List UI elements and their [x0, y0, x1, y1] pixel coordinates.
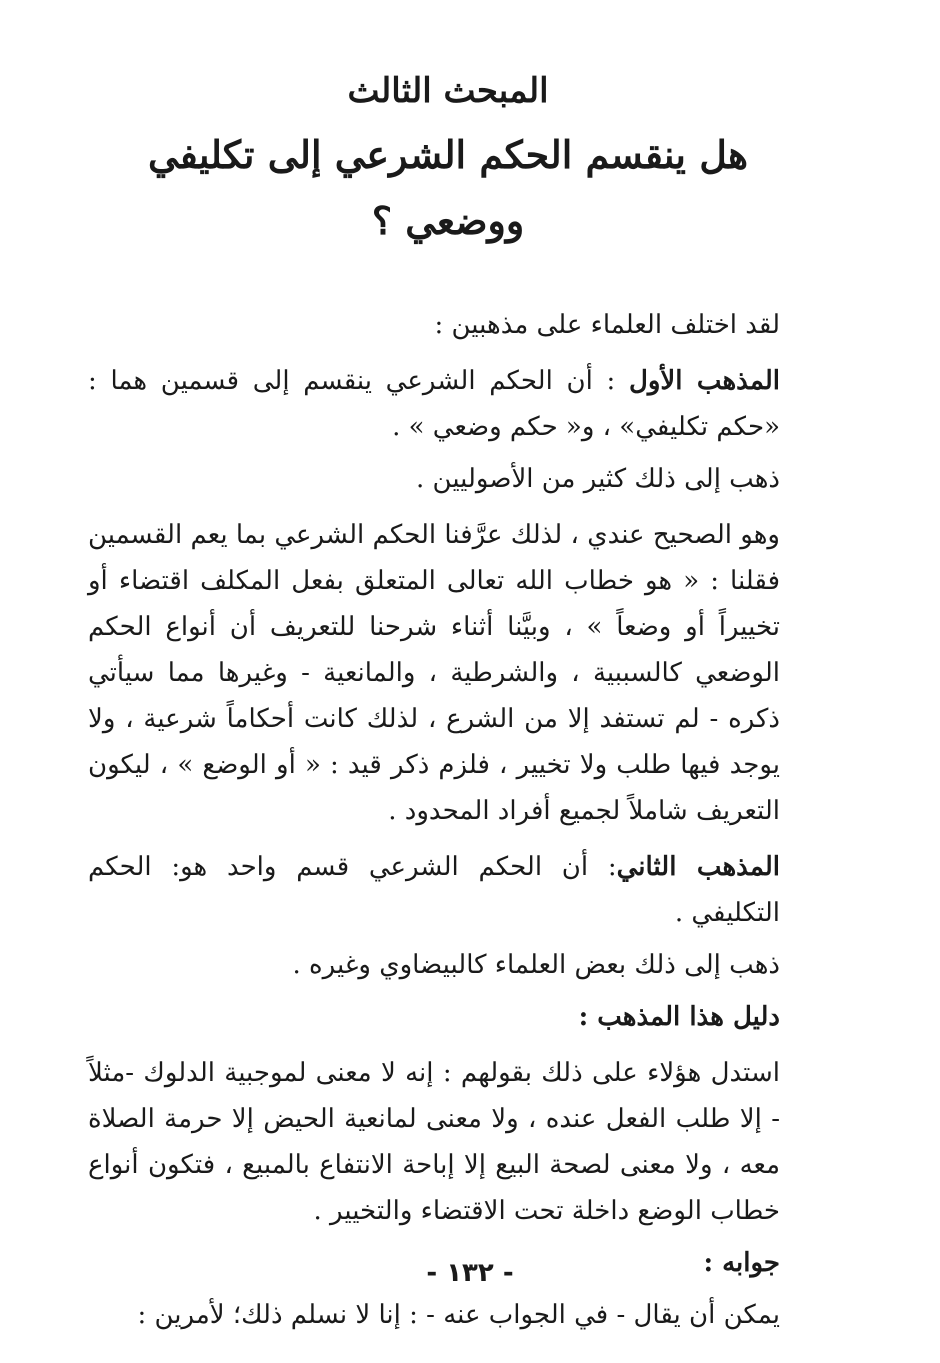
answer-paragraph: يمكن أن يقال - في الجواب عنه - : إنا لا نسلم ذلك؛ لأمرين : — [137, 1300, 780, 1330]
second-school-paragraph — [88, 844, 808, 936]
section-title: المبحث الثالث — [347, 71, 549, 111]
first-school-text: : أن الحكم الشرعي ينقسم إلى قسمين هما : «حكم تكليفي» ، و« حكم وضعي » . — [88, 366, 780, 442]
intro-paragraph: لقد اختلف العلماء على مذهبين : — [434, 310, 780, 340]
first-school-holders: ذهب إلى ذلك كثير من الأصوليين . — [416, 464, 780, 494]
first-school-label: المذهب الأول — [628, 366, 781, 396]
page-number: - ١٣٢ - — [426, 1258, 514, 1288]
section-question: هل ينقسم الحكم الشرعي إلى تكليفي ووضعي ؟ — [147, 132, 749, 243]
second-school-label: المذهب الثاني — [616, 852, 780, 882]
evidence-paragraph: استدل هؤلاء على ذلك بقولهم : إنه لا معنى لموجبية الدلوك -مثلاً - إلا طلب الفعل عنده ، ولا معنى لمانعية الحيض إلا حرمة الصلاة معه ، ولا معنى لصحة البيع إلا إباحة الانتفاع بالمبيع ، فتكون أنواع خطاب الوضع داخلة تحت الاقتضاء والتخيير . — [88, 1058, 780, 1226]
first-school-paragraph — [88, 358, 808, 450]
answer-heading: جوابه : — [703, 1248, 780, 1278]
evidence-heading: دليل هذا المذهب : — [578, 1002, 780, 1032]
first-school-support: وهو الصحيح عندي ، لذلك عرَّفنا الحكم الشرعي بما يعم القسمين فقلنا : « هو خطاب الله تعالى المتعلق بفعل المكلف اقتضاء أو تخييراً أو وضعاً » ، وبيَّنا أثناء شرحنا للتعريف أن أنواع الحكم الوضعي كالسببية ، والشرطية ، والمانعية - وغيرها مما سيأتي ذكره - لم تستفد إلا من الشرع ، لذلك كانت أحكاماً شرعية ، ولا يوجد فيها طلب ولا تخيير ، فلزم ذكر قيد : « أو الوضع » ، ليكون التعريف شاملاً لجميع أفراد المحدود . — [88, 520, 780, 826]
page-content — [88, 60, 808, 1344]
second-school-holders: ذهب إلى ذلك بعض العلماء كالبيضاوي وغيره . — [292, 950, 780, 980]
second-school-text: : أن الحكم الشرعي قسم واحد هو: الحكم التكليفي . — [88, 852, 780, 928]
